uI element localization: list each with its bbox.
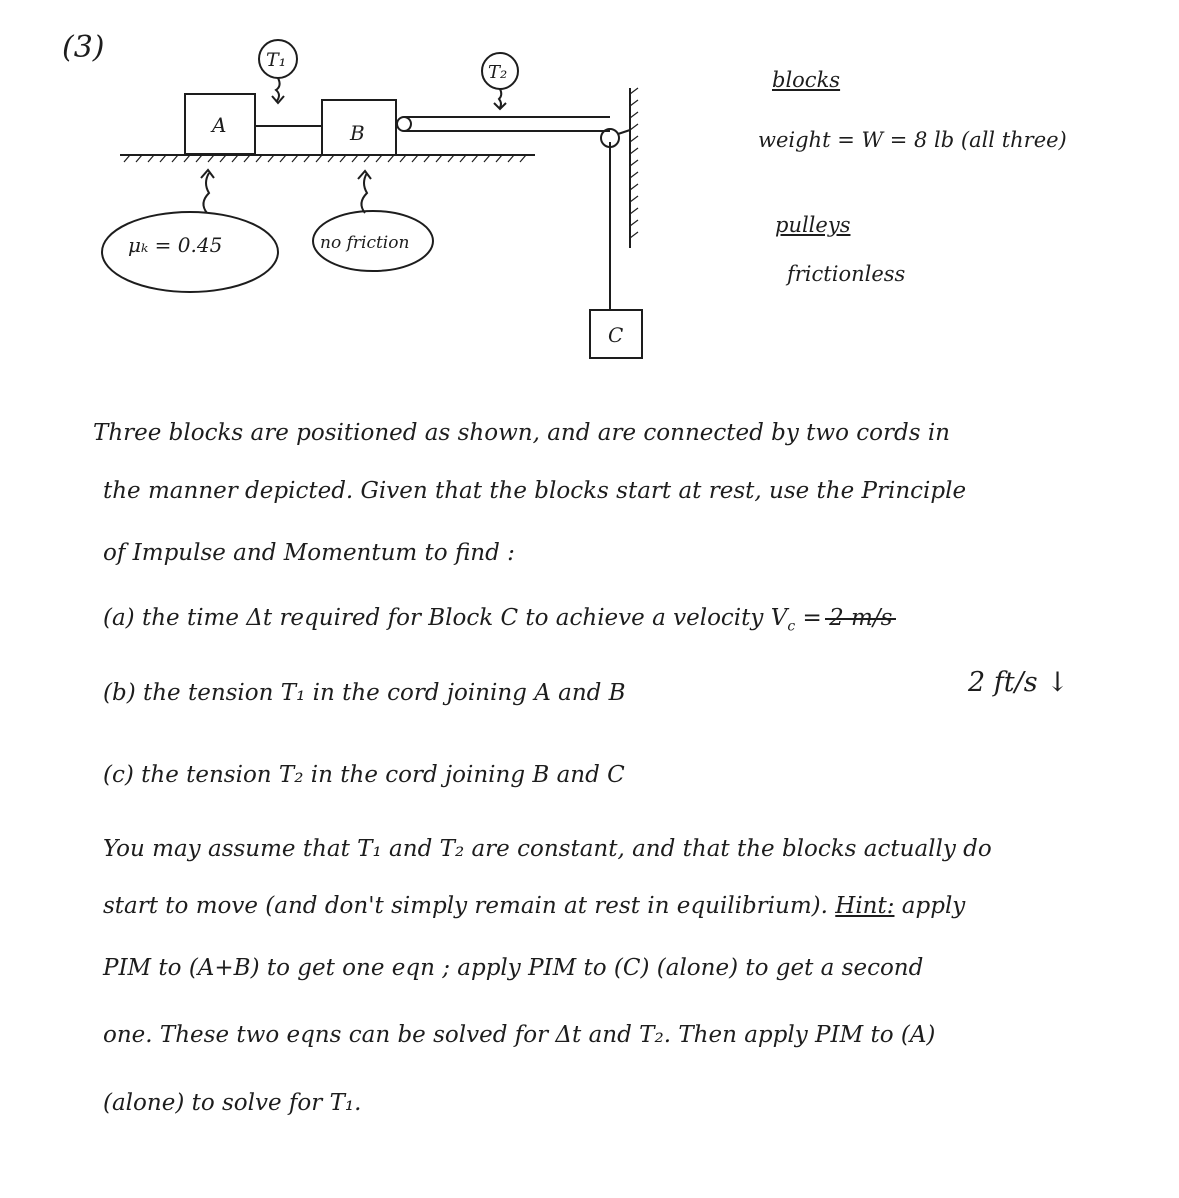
part-c: (c) the tension T₂ in the cord joining B and C: [103, 762, 625, 788]
part-b: (b) the tension T₁ in the cord joining A and B: [103, 680, 626, 706]
wall-hatching: [630, 88, 638, 238]
friction-b-label: no friction: [320, 233, 410, 253]
part-a-correction: 2 ft/s ↓: [968, 667, 1069, 698]
problem-line-1: Three blocks are positioned as shown, and are connected by two cords in: [93, 420, 950, 446]
t2-label: T₂: [488, 62, 508, 83]
problem-line-5-tail: apply: [901, 893, 966, 919]
problem-line-6: PIM to (A+B) to get one eqn ; apply PIM to (C) (alone) to get a second: [103, 955, 924, 981]
friction-a-label: μₖ = 0.45: [128, 233, 223, 257]
problem-line-2: the manner depicted. Given that the blocks start at rest, use the Principle: [103, 478, 967, 504]
problem-line-7: one. These two eqns can be solved for Δt and T₂. Then apply PIM to (A): [103, 1022, 936, 1048]
problem-line-8: (alone) to solve for T₁.: [103, 1090, 362, 1116]
pulleys-heading: pulleys: [775, 213, 851, 237]
problem-line-4: You may assume that T₁ and T₂ are constant, and that the blocks actually do: [103, 836, 992, 862]
pulley-on-b: [397, 117, 411, 131]
block-a-label: A: [212, 113, 227, 137]
part-a-crossed-value: 2 m/s: [829, 605, 893, 631]
t1-label: T₁: [266, 49, 287, 71]
hint-label: Hint:: [835, 893, 895, 919]
problem-line-3: of Impulse and Momentum to find :: [103, 540, 515, 566]
block-c-label: C: [608, 323, 624, 347]
problem-number: (3): [62, 30, 105, 65]
block-b-label: B: [350, 121, 365, 145]
pulley-diagram: [90, 30, 670, 380]
part-a-equals: =: [795, 605, 830, 631]
blocks-heading: blocks: [772, 68, 841, 92]
part-a: [103, 605, 892, 635]
pulleys-note: frictionless: [787, 262, 906, 286]
part-a-text: (a) the time Δt required for Block C to achieve a velocity V: [103, 605, 788, 631]
problem-line-5: [103, 893, 965, 919]
weight-note: weight = W = 8 lb (all three): [758, 128, 1067, 152]
ground-hatching: [124, 155, 526, 162]
part-a-subscript: c: [787, 618, 796, 635]
problem-line-5-main: start to move (and don't simply remain at rest in equilibrium).: [103, 893, 828, 919]
